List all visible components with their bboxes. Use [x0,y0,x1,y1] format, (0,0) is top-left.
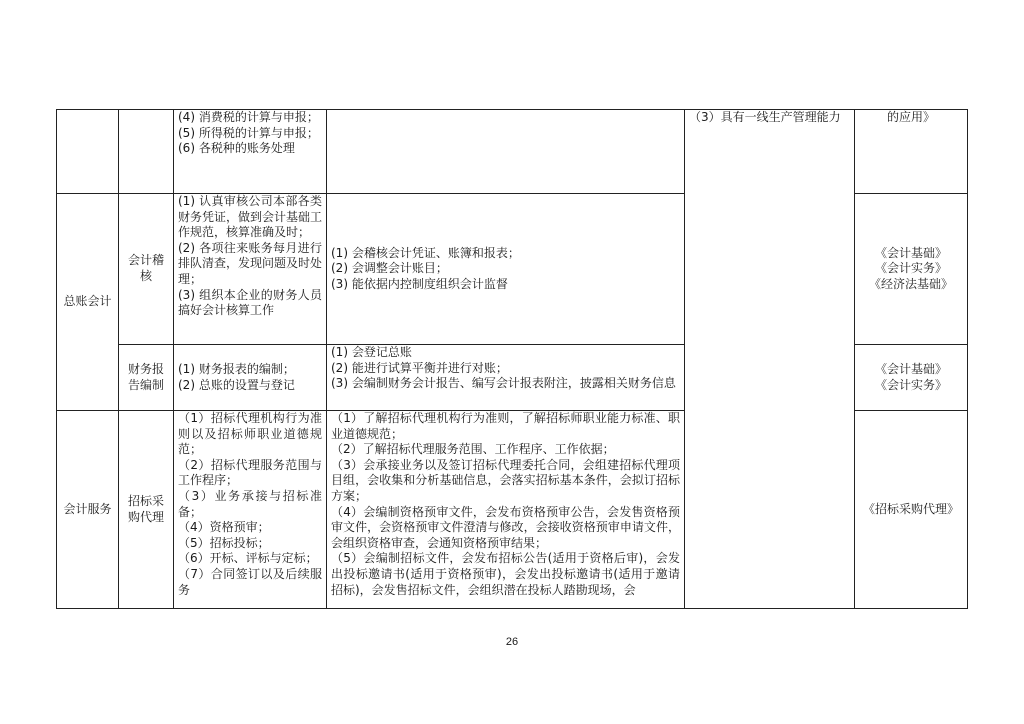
abilities-cell [327,345,685,411]
content-line: (2) 总账的设置与登记 [178,377,295,392]
abilities-cell [327,110,685,194]
ability-line: (2) 会调整会计账目； [331,261,448,276]
content-line: (6) 各税种的账务处理 [178,141,295,156]
subcategory-cell [119,411,174,609]
content-line: （1）招标代理机构行为准则以及招标师职业道德规范； [178,411,322,457]
ability-line: （3）会承接业务以及签订招标代理委托合同，会组建招标代理项目组，会收集和分析基础信息，会落实招标基本条件，会拟订招标方案； [331,457,680,503]
ability-line: (2) 能进行试算平衡并进行对账； [331,360,508,375]
requirement-line: （3）具有一线生产管理能力 [689,110,841,124]
category-cell [57,411,119,609]
content-line: （3）业务承接与招标准备； [178,488,322,519]
page-number: 26 [505,636,519,648]
subcategory-label: 招标采购代理 [127,493,164,524]
book-title: 《会计基础》 [874,245,947,260]
book-title: 《招标采购代理》 [862,501,959,516]
content-cell [174,411,327,609]
subcategory-cell [119,345,174,411]
table-row [57,110,968,194]
ability-line: (3) 会编制财务会计报告、编写会计报表附注，披露相关财务信息 [331,376,676,391]
subcategory-label: 会计稽核 [127,253,164,283]
abilities-cell [327,194,685,345]
books-cell [855,411,968,609]
subcategory-label: 财务报告编制 [127,361,164,392]
subcategory-cell [119,194,174,345]
content-cell [174,345,327,411]
category-label: 会计服务 [63,501,112,516]
content-cell [174,194,327,345]
requirement-cell [685,110,855,609]
content-line: (4) 消费税的计算与申报； [178,110,319,124]
ability-line: （1）了解招标代理机构行为准则，了解招标师职业能力标准、职业道德规范； [331,411,680,441]
subcategory-cell [119,110,174,194]
content-line: （2）招标代理服务范围与工作程序； [178,457,322,488]
book-title: 《会计实务》 [874,261,947,276]
ability-line: (1) 会稽核会计凭证、账簿和报表； [331,245,520,260]
books-cell [855,110,968,194]
content-line: (3) 组织本企业的财务人员搞好会计核算工作 [178,287,322,318]
content-line: （5）招标投标； [178,535,270,550]
ability-line: （4）会编制资格预审文件，会发布资格预审公告，会发售资格预审文件，会资格预审文件澄清与修改，会接收资格预审申请文件，会组织资格审查，会通知资格预审结果； [331,504,680,550]
content-line: (1) 财务报表的编制； [178,361,295,376]
books-cell [855,345,968,411]
books-cell [855,194,968,345]
category-cell [57,194,119,411]
category-cell [57,110,119,194]
content-line: （7）合同签订以及后续服务 [178,566,322,597]
content-line: (1) 认真审核公司本部各类财务凭证，做到会计基础工作规范，核算准确及时； [178,194,323,240]
content-cell [174,110,327,194]
book-title: 的应用》 [886,110,935,124]
ability-line: （2）了解招标代理服务范围、工作程序、工作依据； [331,442,615,457]
book-title: 《会计实务》 [874,377,947,392]
curriculum-table [56,109,968,609]
ability-line: (3) 能依据内控制度组织会计监督 [331,276,508,291]
book-title: 《经济法基础》 [868,276,953,291]
ability-line: (1) 会登记总账 [331,345,412,359]
content-line: （4）资格预审； [178,520,270,535]
content-line: (2) 各项往来账务每月进行排队清查，发现问题及时处理； [178,240,323,286]
category-label: 总账会计 [63,294,112,309]
ability-line: （5）会编制招标文件，会发布招标公告(适用于资格后审)，会发出投标邀请书(适用于资格预审)，会发出投标邀请书(适用于邀请招标)，会发售招标文件，会组织潜在投标人踏勘现场，会 [331,551,680,597]
abilities-cell [327,411,685,609]
content-line: (5) 所得税的计算与申报； [178,125,319,140]
content-line: （6）开标、评标与定标； [178,551,318,566]
book-title: 《会计基础》 [874,361,947,376]
